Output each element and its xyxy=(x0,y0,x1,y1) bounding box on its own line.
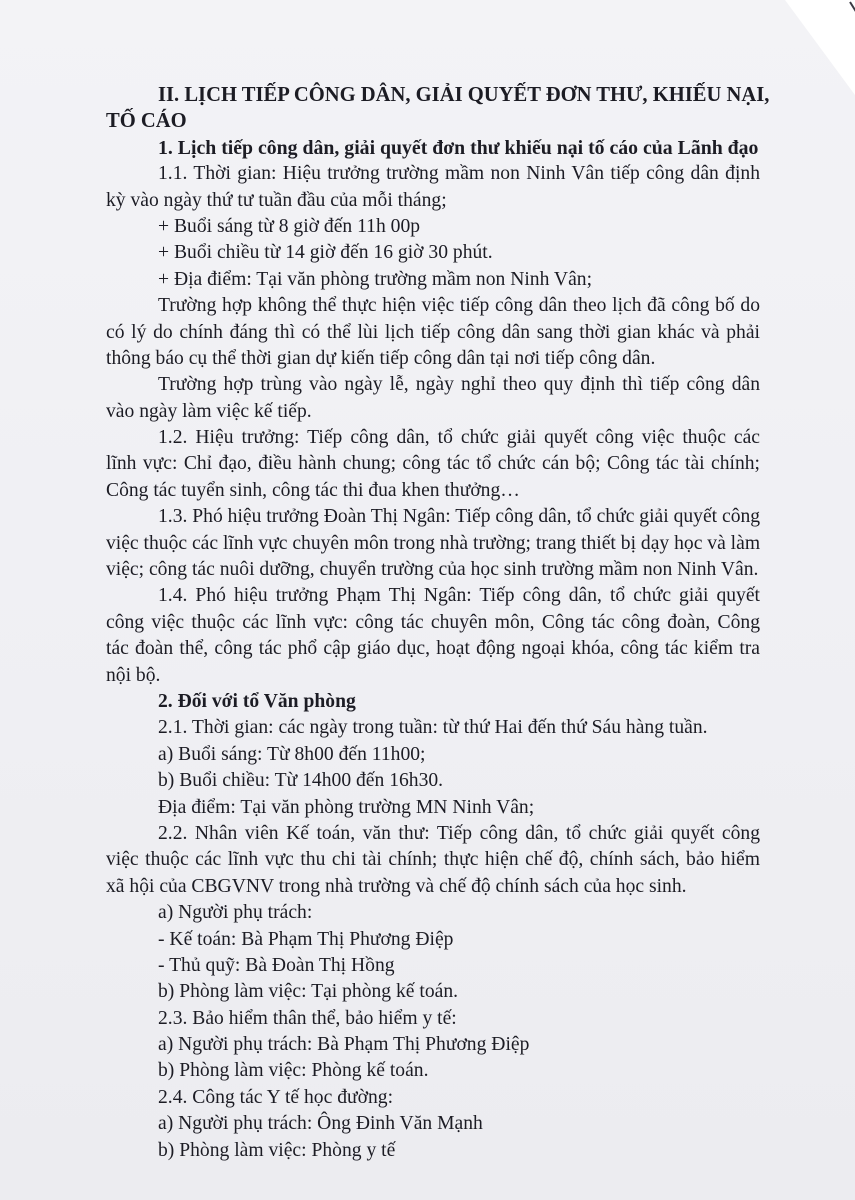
office-afternoon-hours: b) Buổi chiều: Từ 14h00 đến 16h30. xyxy=(158,770,444,792)
para-2-2-a: a) Người phụ trách: xyxy=(158,902,313,924)
treasurer: - Thủ quỹ: Bà Đoàn Thị Hồng xyxy=(158,954,395,976)
subsection-2-title: 2. Đối với tổ Văn phòng xyxy=(158,690,356,712)
para-2-2: 2.2. Nhân viên Kế toán, văn thư: Tiếp công dân, tổ chức giải quyết công xyxy=(158,822,760,844)
para-1-4-cont3: nội bộ. xyxy=(106,664,161,686)
office-location: Địa điểm: Tại văn phòng trường MN Ninh Vân; xyxy=(158,796,535,818)
para-1-4-cont: công việc thuộc các lĩnh vực: công tác chuyên môn, Công tác công đoàn, Công xyxy=(106,611,760,633)
location: + Địa điểm: Tại văn phòng trường mầm non Ninh Vân; xyxy=(158,268,593,290)
afternoon-hours: + Buổi chiều từ 14 giờ đến 16 giờ 30 phút. xyxy=(158,242,493,264)
para-case1-cont2: thông báo cụ thể thời gian dự kiến tiếp công dân tại nơi tiếp công dân. xyxy=(106,347,656,369)
para-2-3-b: b) Phòng làm việc: Phòng kế toán. xyxy=(158,1060,429,1082)
para-1-2: 1.2. Hiệu trưởng: Tiếp công dân, tổ chức giải quyết công việc thuộc các xyxy=(158,427,760,449)
para-2-2-b: b) Phòng làm việc: Tại phòng kế toán. xyxy=(158,981,459,1003)
para-1-2-cont2: Công tác tuyển sinh, công tác thi đua khen thưởng… xyxy=(106,479,520,501)
section-title: II. LỊCH TIẾP CÔNG DÂN, GIẢI QUYẾT ĐƠN THƯ, KHIẾU NẠI, xyxy=(158,84,770,106)
para-case2: Trường hợp trùng vào ngày lễ, ngày nghỉ theo quy định thì tiếp công dân xyxy=(158,374,760,396)
para-2-2-cont: việc thuộc các lĩnh vực thu chi tài chính; thực hiện chế độ, chính sách, bảo hiểm xyxy=(106,849,760,871)
morning-hours: + Buổi sáng từ 8 giờ đến 11h 00p xyxy=(158,215,421,237)
document-body xyxy=(106,82,770,1164)
para-2-4-a: a) Người phụ trách: Ông Đinh Văn Mạnh xyxy=(158,1113,483,1135)
para-case2-cont: vào ngày làm việc kế tiếp. xyxy=(106,400,312,422)
para-case1: Trường hợp không thể thực hiện việc tiếp công dân theo lịch đã công bố do xyxy=(158,295,760,317)
para-2-3: 2.3. Bảo hiểm thân thể, bảo hiểm y tế: xyxy=(158,1007,457,1029)
office-morning-hours: a) Buổi sáng: Từ 8h00 đến 11h00; xyxy=(158,743,426,765)
para-1-1: 1.1. Thời gian: Hiệu trưởng trường mầm non Ninh Vân tiếp công dân định xyxy=(158,163,760,185)
accountant: - Kế toán: Bà Phạm Thị Phương Điệp xyxy=(158,928,454,950)
para-2-2-cont2: xã hội của CBGVNV trong nhà trường và chế độ chính sách của học sinh. xyxy=(106,875,687,897)
para-1-4: 1.4. Phó hiệu trưởng Phạm Thị Ngân: Tiếp công dân, tổ chức giải quyết xyxy=(158,585,760,607)
para-2-1: 2.1. Thời gian: các ngày trong tuần: từ thứ Hai đến thứ Sáu hàng tuần. xyxy=(158,717,708,739)
para-case1-cont: có lý do chính đáng thì có thể lùi lịch tiếp công dân sang thời gian khác và phải xyxy=(106,321,760,343)
subsection-1-title: 1. Lịch tiếp công dân, giải quyết đơn thư khiếu nại tố cáo của Lãnh đạo xyxy=(158,136,759,159)
para-1-3: 1.3. Phó hiệu trưởng Đoàn Thị Ngân: Tiếp công dân, tổ chức giải quyết công xyxy=(158,506,761,528)
para-1-4-cont2: tác đoàn thể, công tác phổ cập giáo dục, hoạt động ngoại khóa, công tác kiểm tra xyxy=(106,638,760,660)
para-2-4-b: b) Phòng làm việc: Phòng y tế xyxy=(158,1139,396,1161)
para-2-3-a: a) Người phụ trách: Bà Phạm Thị Phương Điệp xyxy=(158,1034,530,1056)
para-2-4: 2.4. Công tác Y tế học đường: xyxy=(158,1086,394,1108)
folded-corner xyxy=(785,0,855,95)
para-1-3-cont: việc thuộc các lĩnh vực chuyên môn trong nhà trường; trang thiết bị dạy học và làm xyxy=(106,532,761,554)
section-title-cont: TỐ CÁO xyxy=(106,110,187,133)
para-1-2-cont: lĩnh vực: Chỉ đạo, điều hành chung; công tác tổ chức cán bộ; Công tác tài chính; xyxy=(106,453,760,475)
para-1-1-cont: kỳ vào ngày thứ tư tuần đầu của mỗi tháng; xyxy=(106,189,447,211)
para-1-3-cont2: việc; công tác nuôi dưỡng, chuyển trường của học sinh trường mầm non Ninh Vân. xyxy=(106,559,759,581)
